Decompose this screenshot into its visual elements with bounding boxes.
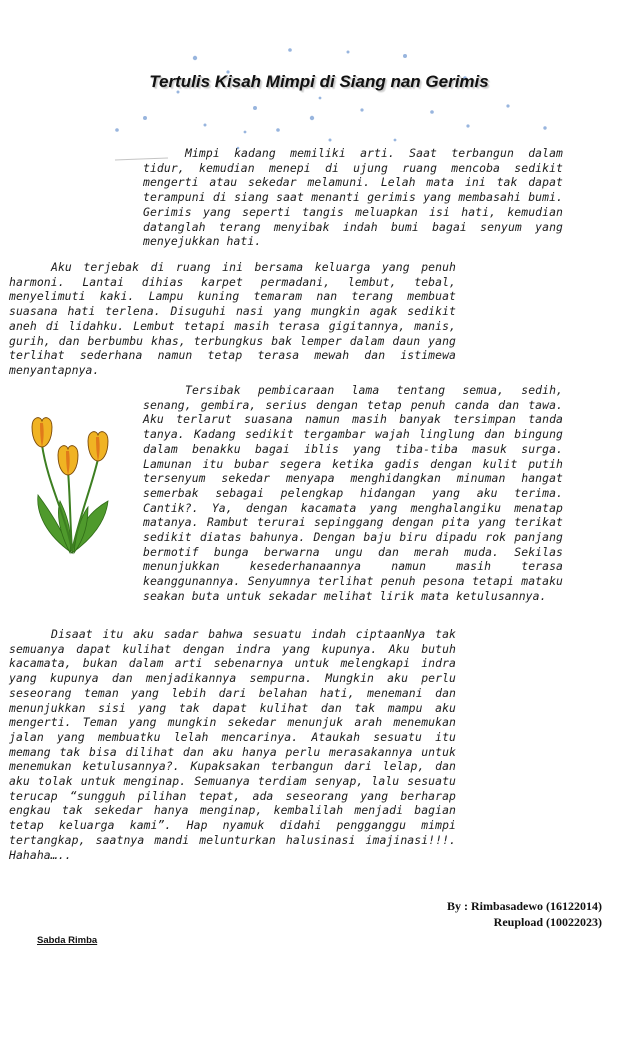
paragraph-3 [143,383,563,604]
paragraph-2-text: Aku terjebak di ruang ini bersama keluarga yang penuh harmoni. Lantai dihias karpet permadani, lembut, tebal, menyelimuti kaki. Lampu kuning temaram nan terang membuat suasana hati terlena. Disuguhi nasi yang mungkin agak sedikit aneh di lidahku. Lembut tetapi masih terasa gigitannya, manis, gurih, dan berbumbu khas, terbungkus bak lemper dalam daun yang terlihat sederhana namun tetap terasa mewah dan istimewa menyantapnya. [9,260,456,377]
tulip-illustration [26,415,118,555]
paragraph-2 [9,260,456,378]
byline [447,898,602,930]
paragraph-3-text: Tersibak pembicaraan lama tentang semua, sedih, senang, gembira, serius dengan tetap penuh canda dan tawa. Aku terlarut suasana namun masih banyak tersimpan tanda tanya. Kadang sedikit tergambar wajah linglung dan bingung dalam benakku bagai iblis yang tiba-tiba masuk surga. Lamunan itu bubar segera ketika gadis dengan kulit putih tersenyum sekedar menyapa menghidangkan minuman hangat semerbak sebagai pelengkap hidangan yang aku terima. Cantik?. Ya, dengan kacamata yang menghalangiku menatap matanya. Rambut terurai sepinggang dengan pita yang terikat sedikit diatas bahunya. Dengan baju biru dipadu rok panjang bermotif bunga berwarna ungu dan merah muda. Sekilas menunjukkan kesederhanaannya namun masih terasa keanggunannya. Senyumnya terlihat penuh pesona tetapi mataku seakan buta untuk sekadar melihat lirik mata ketulusannya. [143,383,563,603]
paragraph-4-text: Disaat itu aku sadar bahwa sesuatu indah ciptaanNya tak semuanya dapat kulihat dengan indra yang kupunya. Aku butuh kacamata, bukan dalam arti sebenarnya untuk melengkapi indra yang kupunya dan menjadikannya sempurna. Mungkin aku perlu seseorang teman yang lebih dari belahan hati, menemani dan menunjukkan sisi yang tak dapat kulihat dan tak mampu aku mengerti. Teman yang mungkin sekedar menunjuk arah menemukan jalan yang membuatku lelah mencarinya. Ataukah sesuatu itu memang tak bisa dilihat dan aku hanya perlu merasakannya untuk menemukan ketulusannya?. Kupaksakan terbangun dari lelap, dan aku tolak untuk menginap. Semuanya terdiam senyap, lalu sesuatu terucap “sungguh pilihan tepat, ada seseorang yang berharap engkau tak sekedar hanya menginap, kembalilah menjadi bagian tetap keluarga kami”. Hap nyamuk didahi pengganggu mimpi tertangkap, saatnya mandi melunturkan halusinasi imajinasi!!!. Hahaha….. [9,627,456,862]
paragraph-1-text: Mimpi kadang memiliki arti. Saat terbangun dalam tidur, kemudian menepi di ujung ruang mencoba sedikit mengerti atau sekedar melamuni. Lelah mata ini tak dapat terampuni di siang saat menanti gerimis yang membasahi bumi. Gerimis yang seperti tangis meluapkan isi hati, kemudian datanglah terang menyibak indah bumi bagai senyum yang menyejukkan hati. [143,146,563,249]
document-title: Tertulis Kisah Mimpi di Siang nan Gerimis [149,72,489,91]
footer-signature: Sabda Rimba [37,935,98,946]
paragraph-1 [143,146,563,249]
byline-reupload: Reupload (10022023) [493,915,602,929]
paragraph-4 [9,627,456,862]
byline-author: By : Rimbasadewo (16122014) [447,899,602,913]
